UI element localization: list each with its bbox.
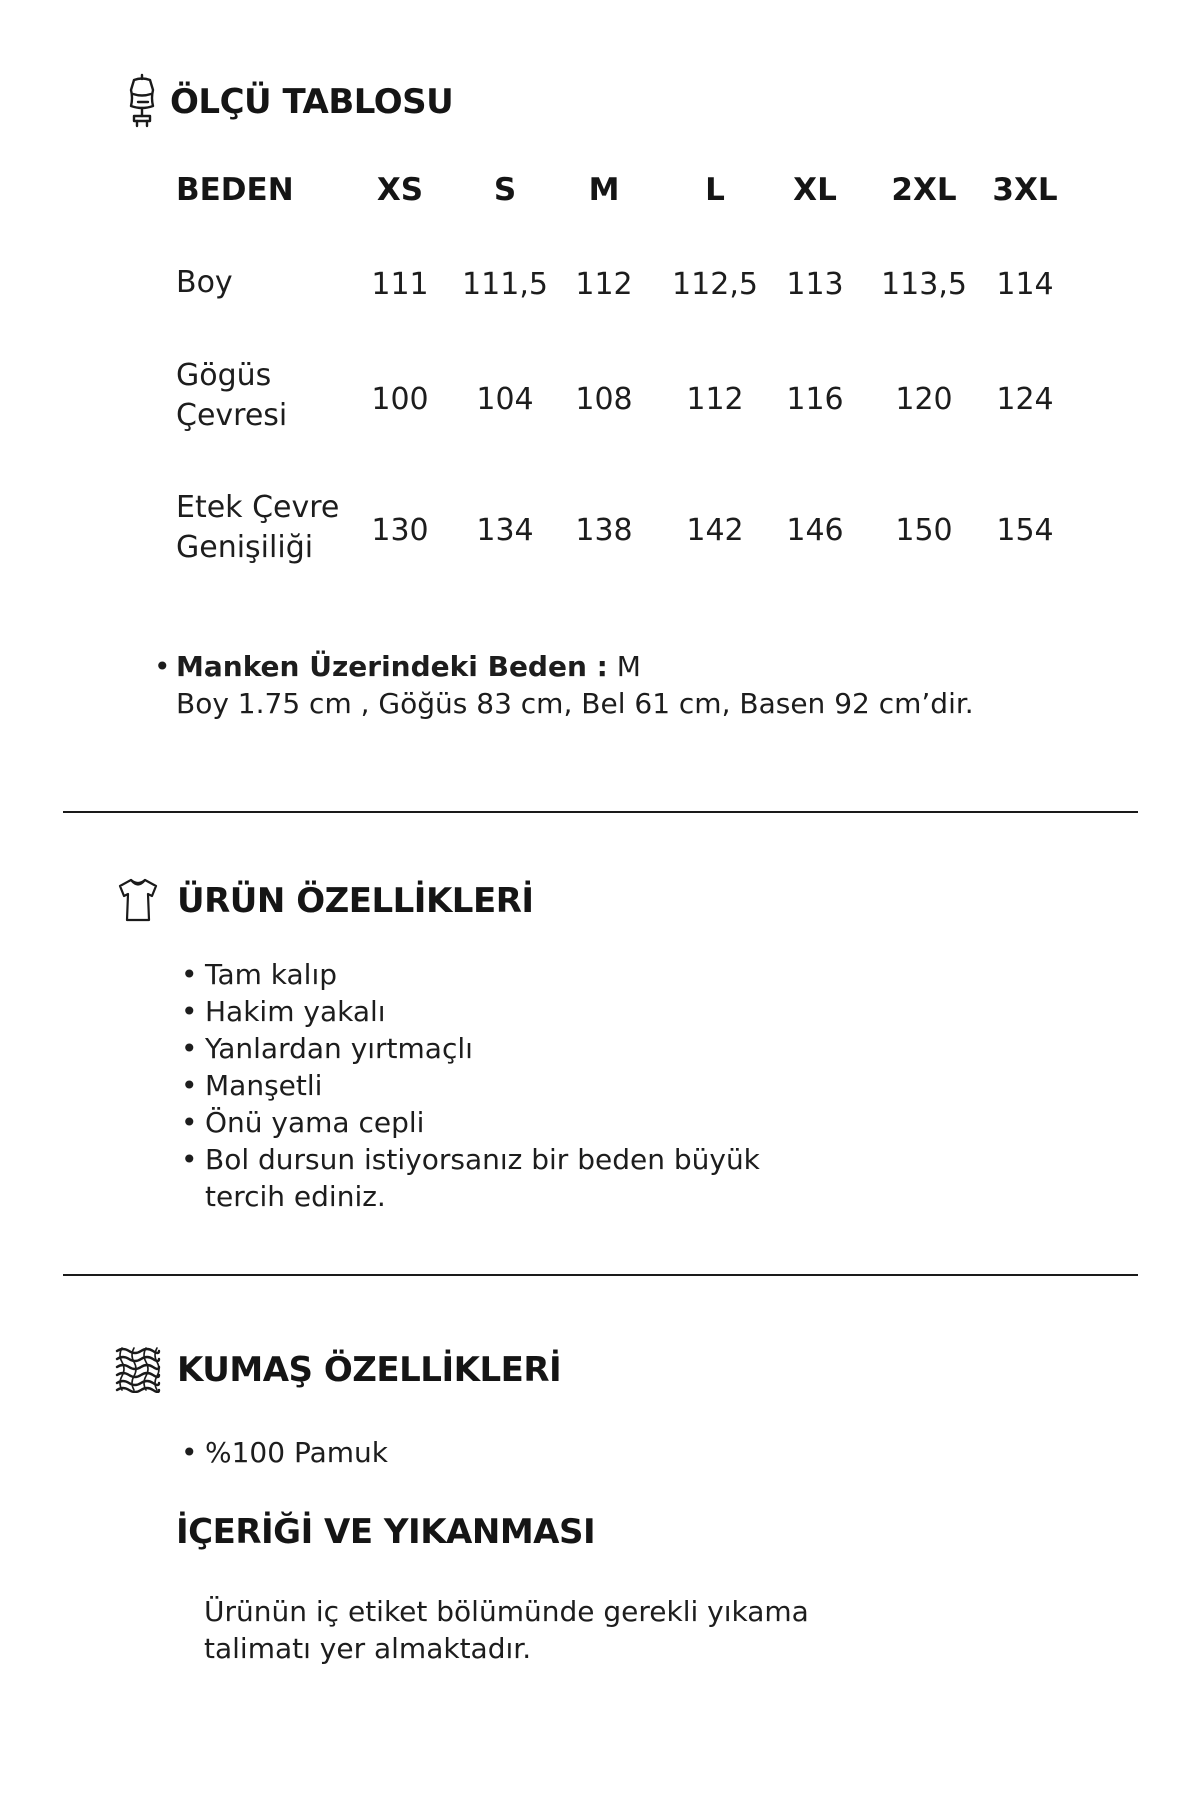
table-cell: 154 bbox=[996, 513, 1054, 548]
table-cell: 111,5 bbox=[462, 267, 548, 302]
table-cell: 112 bbox=[575, 267, 633, 302]
table-cell: 146 bbox=[786, 513, 844, 548]
model-info-line bbox=[176, 648, 641, 685]
table-cell: 112 bbox=[686, 382, 744, 417]
model-measurements: Boy 1.75 cm , Göğüs 83 cm, Bel 61 cm, Basen 92 cm’dir. bbox=[176, 687, 974, 720]
model-info-label: Manken Üzerindeki Beden : bbox=[176, 650, 608, 683]
tshirt-icon bbox=[117, 877, 159, 923]
list-item: • Manşetli bbox=[181, 1069, 323, 1102]
table-cell: 113,5 bbox=[881, 267, 967, 302]
model-info-bullet: • bbox=[154, 650, 171, 683]
section-divider bbox=[63, 811, 1138, 813]
size-header-l: L bbox=[705, 172, 725, 208]
list-item: • Yanlardan yırtmaçlı bbox=[181, 1032, 473, 1065]
care-text-line-2: talimatı yer almaktadır. bbox=[204, 1632, 532, 1665]
care-text-line-1: Ürünün iç etiket bölümünde gerekli yıkama bbox=[204, 1595, 809, 1628]
size-header-3xl: 3XL bbox=[992, 172, 1058, 208]
list-item-continuation: tercih ediniz. bbox=[205, 1180, 386, 1213]
size-header-xl: XL bbox=[793, 172, 837, 208]
table-cell: 130 bbox=[371, 513, 429, 548]
product-features-list bbox=[181, 956, 760, 1215]
table-cell: 100 bbox=[371, 382, 429, 417]
table-cell: 116 bbox=[786, 382, 844, 417]
size-header-xs: XS bbox=[376, 172, 424, 208]
care-title: İÇERİĞİ VE YIKANMASI bbox=[176, 1512, 596, 1552]
fabric-features-title: KUMAŞ ÖZELLİKLERİ bbox=[177, 1350, 562, 1390]
table-cell: 142 bbox=[686, 513, 744, 548]
table-cell: 138 bbox=[575, 513, 633, 548]
list-item: • %100 Pamuk bbox=[181, 1436, 388, 1469]
table-cell: 112,5 bbox=[672, 267, 758, 302]
table-cell: 113 bbox=[786, 267, 844, 302]
row-label-gogus-cevresi: Gögüs Çevresi bbox=[176, 358, 288, 433]
fabric-weave-icon bbox=[114, 1345, 162, 1393]
size-header-2xl: 2XL bbox=[891, 172, 957, 208]
list-item: • Bol dursun istiyorsanız bir beden büyük bbox=[181, 1143, 760, 1176]
table-cell: 114 bbox=[996, 267, 1054, 302]
table-cell: 108 bbox=[575, 382, 633, 417]
section-divider bbox=[63, 1274, 1138, 1276]
size-header-label: BEDEN bbox=[176, 172, 294, 208]
table-cell: 111 bbox=[371, 267, 429, 302]
row-label-boy: Boy bbox=[176, 265, 233, 300]
model-info-size: M bbox=[616, 650, 641, 683]
list-item: • Hakim yakalı bbox=[181, 995, 386, 1028]
row-label-etek-cevre: Etek Çevre Genişiliği bbox=[176, 490, 340, 565]
table-cell: 124 bbox=[996, 382, 1054, 417]
table-cell: 120 bbox=[895, 382, 953, 417]
list-item: • Önü yama cepli bbox=[181, 1106, 425, 1139]
size-header-m: M bbox=[588, 172, 620, 208]
size-header-s: S bbox=[493, 172, 517, 208]
table-cell: 150 bbox=[895, 513, 953, 548]
mannequin-icon bbox=[124, 72, 160, 128]
table-cell: 104 bbox=[476, 382, 534, 417]
product-features-title: ÜRÜN ÖZELLİKLERİ bbox=[177, 881, 534, 921]
list-item: • Tam kalıp bbox=[181, 958, 338, 991]
fabric-features-list bbox=[181, 1434, 388, 1471]
table-cell: 134 bbox=[476, 513, 534, 548]
size-chart-title: ÖLÇÜ TABLOSU bbox=[170, 82, 454, 122]
